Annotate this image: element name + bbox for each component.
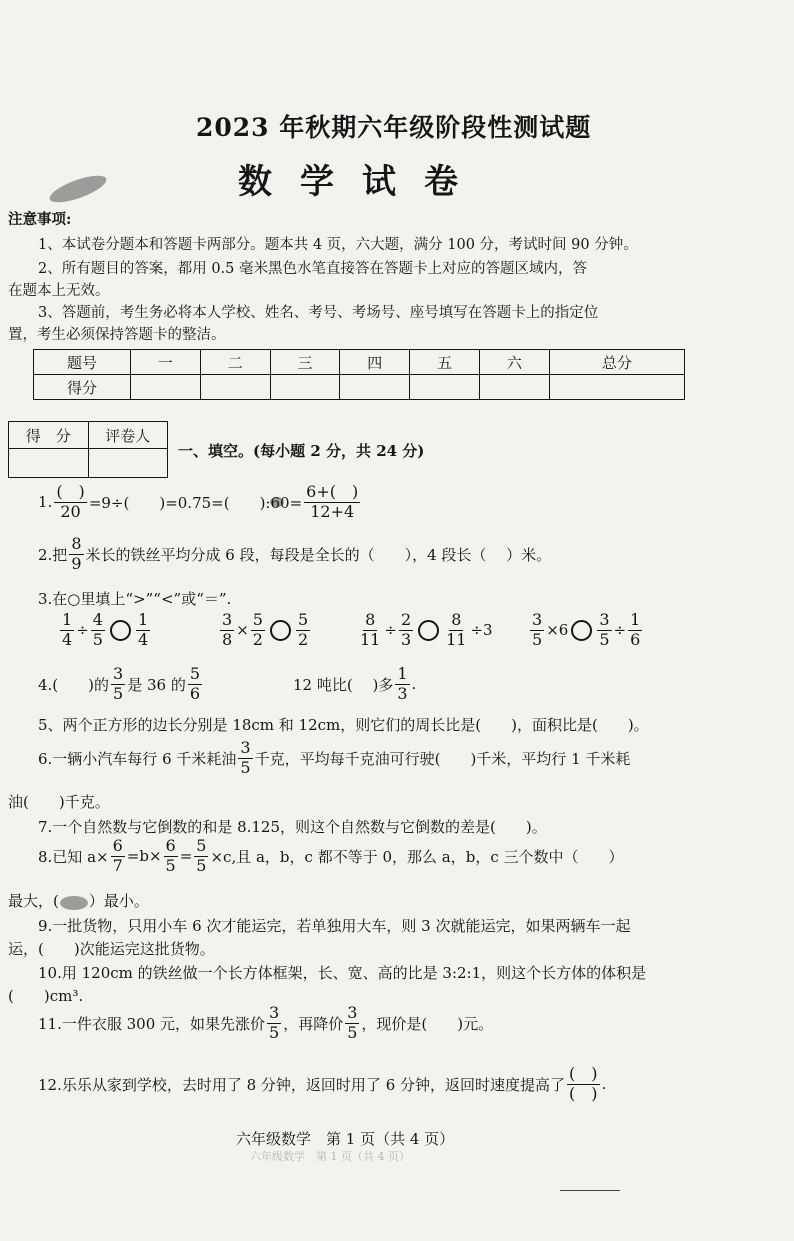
q11-f1-num: 3 (269, 1003, 280, 1022)
question-2 (38, 536, 551, 573)
q8-middle-2: = (179, 847, 193, 866)
q3-e1-b-num: 4 (92, 610, 103, 629)
q11-middle: ，再降价 (283, 1014, 344, 1033)
q8-suffix: ×c,且 a，b，c 都不等于 0，那么 a，b，c 三个数中（ ） (210, 847, 624, 866)
q6-fraction (238, 740, 252, 777)
notice-item-1: 1、本试卷分题本和答题卡两部分。题本共 4 页，六大题，满分 100 分，考试时间 90 分钟。 (38, 237, 638, 253)
q1-f1-num[interactable]: ( ) (56, 482, 85, 501)
q3-e2-b-den: 2 (252, 629, 263, 649)
score-table-header-cell: 三 (270, 350, 340, 375)
q3-e2-operator: × (236, 621, 249, 640)
q4-f3-den: 3 (397, 683, 408, 703)
q3-e1-a-den: 4 (62, 629, 73, 649)
q3-e3-tail: ÷3 (470, 621, 493, 640)
q4-middle: 是 36 的 (127, 675, 186, 694)
score-table-header-cell: 五 (410, 350, 480, 375)
score-table-header-cell: 二 (200, 350, 270, 375)
q4-prefix: 4.( )的 (38, 675, 110, 694)
question-6-line-2: 油( )千克。 (8, 793, 110, 811)
q11-prefix: 11.一件衣服 300 元，如果先涨价 (38, 1014, 266, 1033)
q3-e4-c-num: 3 (599, 610, 610, 629)
q3-e1-operator: ÷ (76, 621, 89, 640)
q3-e4-d-num: 1 (630, 610, 641, 629)
question-9-line-1: 9.一批货物，只用小车 6 次才能运完，若单独用大车，则 3 次就能运完，如果两辆车一起 (38, 917, 631, 935)
notice-heading: 注意事项: (8, 211, 72, 228)
question-3-prompt: 3.在○里填上“>”“<”或“＝”. (38, 590, 232, 608)
q1-f2-num: 6+( ) (306, 482, 359, 501)
q3-e3-c-num: 8 (451, 610, 462, 629)
question-5: 5、两个正方形的边长分别是 18cm 和 12cm，则它们的周长比是( )，面积比是( )。 (38, 716, 649, 734)
q3-e4-operator-2: ÷ (613, 621, 627, 640)
question-4 (38, 666, 204, 703)
q3-e2-c-den: 2 (297, 629, 309, 649)
grader-box (8, 421, 168, 478)
q3-e3-fraction-a (358, 612, 382, 649)
score-cell-1[interactable] (131, 375, 201, 400)
q3-e1-fraction-a (60, 612, 74, 649)
q3-e3-b-num: 2 (400, 610, 412, 629)
q4-fraction-1 (111, 666, 125, 703)
score-cell-4[interactable] (340, 375, 410, 400)
score-cell-3[interactable] (270, 375, 340, 400)
q12-prefix: 12.乐乐从家到学校，去时用了 8 分钟，返回时用了 6 分钟，返回时速度提高了 (38, 1075, 566, 1094)
q6-f-den: 5 (240, 757, 251, 777)
q4-f2-den: 6 (189, 683, 201, 703)
q1-middle: =9÷( )=0.75=( ):60= (88, 493, 303, 512)
q11-fraction-1 (267, 1005, 281, 1042)
q3-e2-c-num: 5 (297, 610, 309, 629)
q3-e3-c-den: 11 (446, 629, 467, 649)
q11-suffix: ，现价是( )元。 (361, 1014, 494, 1033)
q8-f3-den: 5 (196, 855, 207, 875)
scan-mark (560, 1190, 620, 1191)
question-4-part-2 (293, 666, 416, 703)
q3-e1-b-den: 5 (92, 629, 103, 649)
score-cell-5[interactable] (410, 375, 480, 400)
q12-suffix: . (601, 1075, 607, 1094)
question-12 (38, 1066, 606, 1103)
q2-f-den: 9 (71, 553, 82, 573)
notice-item-2-line-1: 2、所有题目的答案，都用 0.5 毫米黑色水笔直接答在答题卡上对应的答题区域内，答 (38, 261, 588, 277)
q3-e3-a-num: 8 (365, 610, 376, 629)
question-10-line-2: ( )cm³. (8, 987, 84, 1005)
q3-e4-operator: ×6 (546, 621, 569, 640)
q3-expression-4 (528, 612, 644, 649)
q3-e1-fraction-b (91, 612, 105, 649)
q4-fraction-2 (188, 666, 202, 703)
q3-e3-b-den: 3 (400, 629, 412, 649)
q4-part2-prefix: 12 吨比( )多 (293, 675, 394, 694)
question-6 (38, 740, 630, 777)
q3-e2-fraction-b (251, 612, 265, 649)
q1-f1-den: 20 (60, 501, 81, 521)
score-table-header-cell: 一 (131, 350, 201, 375)
q2-prefix: 2.把 (38, 545, 68, 564)
q3-e4-a-num: 3 (532, 610, 543, 629)
q8-f2-num: 6 (165, 836, 176, 855)
question-8-line-2: 最大，( ）最小。 (8, 892, 149, 910)
q8-f1-den: 7 (112, 855, 123, 875)
q3-e2-fraction-c (296, 612, 310, 649)
score-table-header-cell: 四 (340, 350, 410, 375)
q2-fraction (69, 536, 83, 573)
q8-fraction-2 (164, 838, 178, 875)
q1-fraction-2 (304, 484, 360, 521)
q3-e2-compare-circle[interactable] (270, 620, 291, 641)
q11-f2-den: 5 (347, 1022, 358, 1042)
q12-f-num[interactable]: ( ) (569, 1064, 598, 1083)
q1-f2-den: 12+4 (310, 501, 355, 521)
q8-f1-num: 6 (112, 836, 123, 855)
q3-e1-c-den: 4 (137, 629, 149, 649)
q3-e3-fraction-b (399, 612, 413, 649)
q2-f-num: 8 (71, 534, 82, 553)
score-table-header-row (34, 350, 685, 375)
q6-suffix: 千克，平均每千克油可行驶( )千米，平均行 1 千米耗 (254, 749, 631, 768)
q3-expression-2 (218, 612, 312, 649)
q3-e3-fraction-c (444, 612, 468, 649)
q12-fraction (567, 1066, 600, 1103)
q4-fraction-3 (395, 666, 409, 703)
q3-e1-c-num: 1 (137, 610, 149, 629)
grader-score-label: 得 分 (9, 422, 89, 449)
grader-name-cell[interactable] (88, 449, 168, 478)
q8-f3-num: 5 (196, 836, 207, 855)
notice-item-2-line-2: 在题本上无效。 (8, 283, 110, 299)
q2-suffix: 米长的铁丝平均分成 6 段，每段是全长的（ ），4 段长（ ）米。 (85, 545, 552, 564)
q3-e3-operator: ÷ (384, 621, 397, 640)
q3-e4-fraction-c (597, 612, 611, 649)
q4-f1-num: 3 (113, 664, 124, 683)
question-10-line-1: 10.用 120cm 的铁丝做一个长方体框架，长、宽、高的比是 3:2:1，则这个长方体的体积是 (38, 964, 647, 982)
q3-e4-fraction-a (530, 612, 544, 649)
question-1 (38, 484, 362, 521)
score-table-header-cell: 总分 (549, 350, 684, 375)
grader-name-label: 评卷人 (88, 422, 168, 449)
score-row-label: 得分 (34, 375, 131, 400)
q3-e2-a-num: 3 (222, 610, 233, 629)
q4-part2-suffix: . (411, 675, 417, 694)
section-1-title: 一、填空。(每小题 2 分，共 24 分) (178, 442, 425, 460)
q12-f-den[interactable]: ( ) (569, 1083, 598, 1103)
page-footer-bleed-through: 六年级数学 第 1 页（共 4 页） (250, 1150, 410, 1163)
q6-prefix: 6.一辆小汽车每行 6 千米耗油 (38, 749, 237, 768)
q8-fraction-1 (111, 838, 125, 875)
q3-e3-compare-circle[interactable] (418, 620, 439, 641)
exam-subtitle: 数学试卷 (238, 162, 486, 202)
q6-f-num: 3 (240, 738, 251, 757)
score-table-header-cell: 题号 (34, 350, 131, 375)
q8-fraction-3 (194, 838, 208, 875)
q8-middle-1: =b× (126, 847, 162, 866)
score-table (33, 349, 685, 400)
q3-expression-1 (58, 612, 152, 649)
scan-smudge (47, 170, 110, 207)
notice-item-3-line-2: 置，考生必须保持答题卡的整洁。 (8, 327, 226, 343)
q3-expression-3 (356, 612, 493, 649)
q3-e4-a-den: 5 (532, 629, 543, 649)
grader-score-cell[interactable] (9, 449, 89, 478)
q3-e2-b-num: 5 (252, 610, 263, 629)
question-11 (38, 1005, 493, 1042)
q8-prefix: 8.已知 a× (38, 847, 109, 866)
q4-f1-den: 5 (113, 683, 124, 703)
score-cell-2[interactable] (200, 375, 270, 400)
q3-e4-c-den: 5 (599, 629, 610, 649)
q3-e2-fraction-a (220, 612, 234, 649)
q8-f2-den: 5 (165, 855, 176, 875)
q3-e2-a-den: 8 (222, 629, 233, 649)
question-8 (38, 838, 624, 875)
q1-fraction-1 (54, 484, 87, 521)
score-table-header-cell: 六 (479, 350, 549, 375)
q3-e4-d-den: 6 (630, 629, 641, 649)
q3-e4-compare-circle[interactable] (571, 620, 592, 641)
q3-e4-fraction-d (628, 612, 642, 649)
q1-number: 1. (38, 493, 53, 512)
notice-item-3-line-1: 3、答题前，考生务必将本人学校、姓名、考号、考场号、座号填写在答题卡上的指定位 (38, 305, 599, 321)
q3-e1-fraction-c (136, 612, 150, 649)
question-7: 7.一个自然数与它倒数的和是 8.125，则这个自然数与它倒数的差是( )。 (38, 818, 547, 836)
q3-e1-compare-circle[interactable] (110, 620, 131, 641)
score-table-score-row (34, 375, 685, 400)
score-cell-total[interactable] (549, 375, 684, 400)
page-footer: 六年级数学 第 1 页（共 4 页） (236, 1130, 455, 1148)
q4-f3-num: 1 (397, 664, 408, 683)
exam-title: 2023 年秋期六年级阶段性测试题 (196, 113, 592, 142)
question-9-line-2: 运，( )次能运完这批货物。 (8, 940, 215, 958)
q4-f2-num: 5 (189, 664, 201, 683)
score-cell-6[interactable] (479, 375, 549, 400)
q11-f1-den: 5 (269, 1022, 280, 1042)
q11-f2-num: 3 (347, 1003, 358, 1022)
q3-e3-a-den: 11 (360, 629, 381, 649)
q3-e1-a-num: 1 (62, 610, 73, 629)
q11-fraction-2 (345, 1005, 359, 1042)
